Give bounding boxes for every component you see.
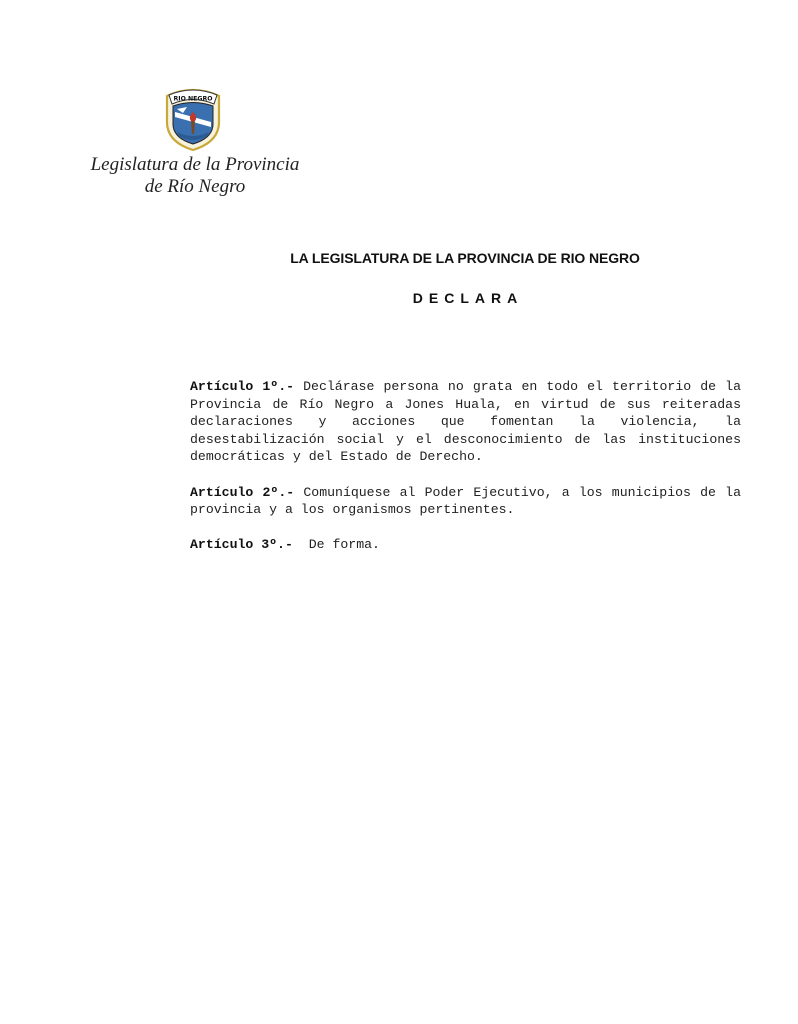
article-1-text: Declárase persona no grata en todo el territorio de la Provincia de Río Negro a Jones Huala, en virtud de sus reiteradas declaraciones y acciones que fomentan la violencia, la desestabilización social y el desconocimiento de las instituciones democráticas y del Estado de Derecho. bbox=[190, 379, 741, 465]
article-1 bbox=[190, 378, 741, 466]
articles-section bbox=[190, 378, 741, 572]
article-2 bbox=[190, 484, 741, 519]
document-heading: LA LEGISLATURA DE LA PROVINCIA DE RIO NEGRO bbox=[290, 250, 640, 266]
article-2-label: Artículo 2º.- bbox=[190, 484, 295, 500]
article-2-text: Comuníquese al Poder Ejecutivo, a los municipios de la provincia y a los organismos pertinentes. bbox=[190, 484, 741, 518]
institution-line-1: Legislatura de la Provincia bbox=[90, 154, 300, 175]
svg-text:RIO NEGRO: RIO NEGRO bbox=[173, 95, 213, 103]
province-crest-logo bbox=[161, 82, 225, 152]
institution-line-2: de Río Negro bbox=[144, 176, 246, 197]
article-3 bbox=[190, 536, 741, 554]
article-1-label: Artículo 1º.- bbox=[190, 379, 295, 394]
article-3-label: Artículo 3º.- bbox=[190, 537, 293, 553]
institution-name bbox=[60, 154, 330, 198]
article-3-text: De forma. bbox=[308, 537, 380, 553]
document-verb: DECLARA bbox=[412, 290, 524, 306]
